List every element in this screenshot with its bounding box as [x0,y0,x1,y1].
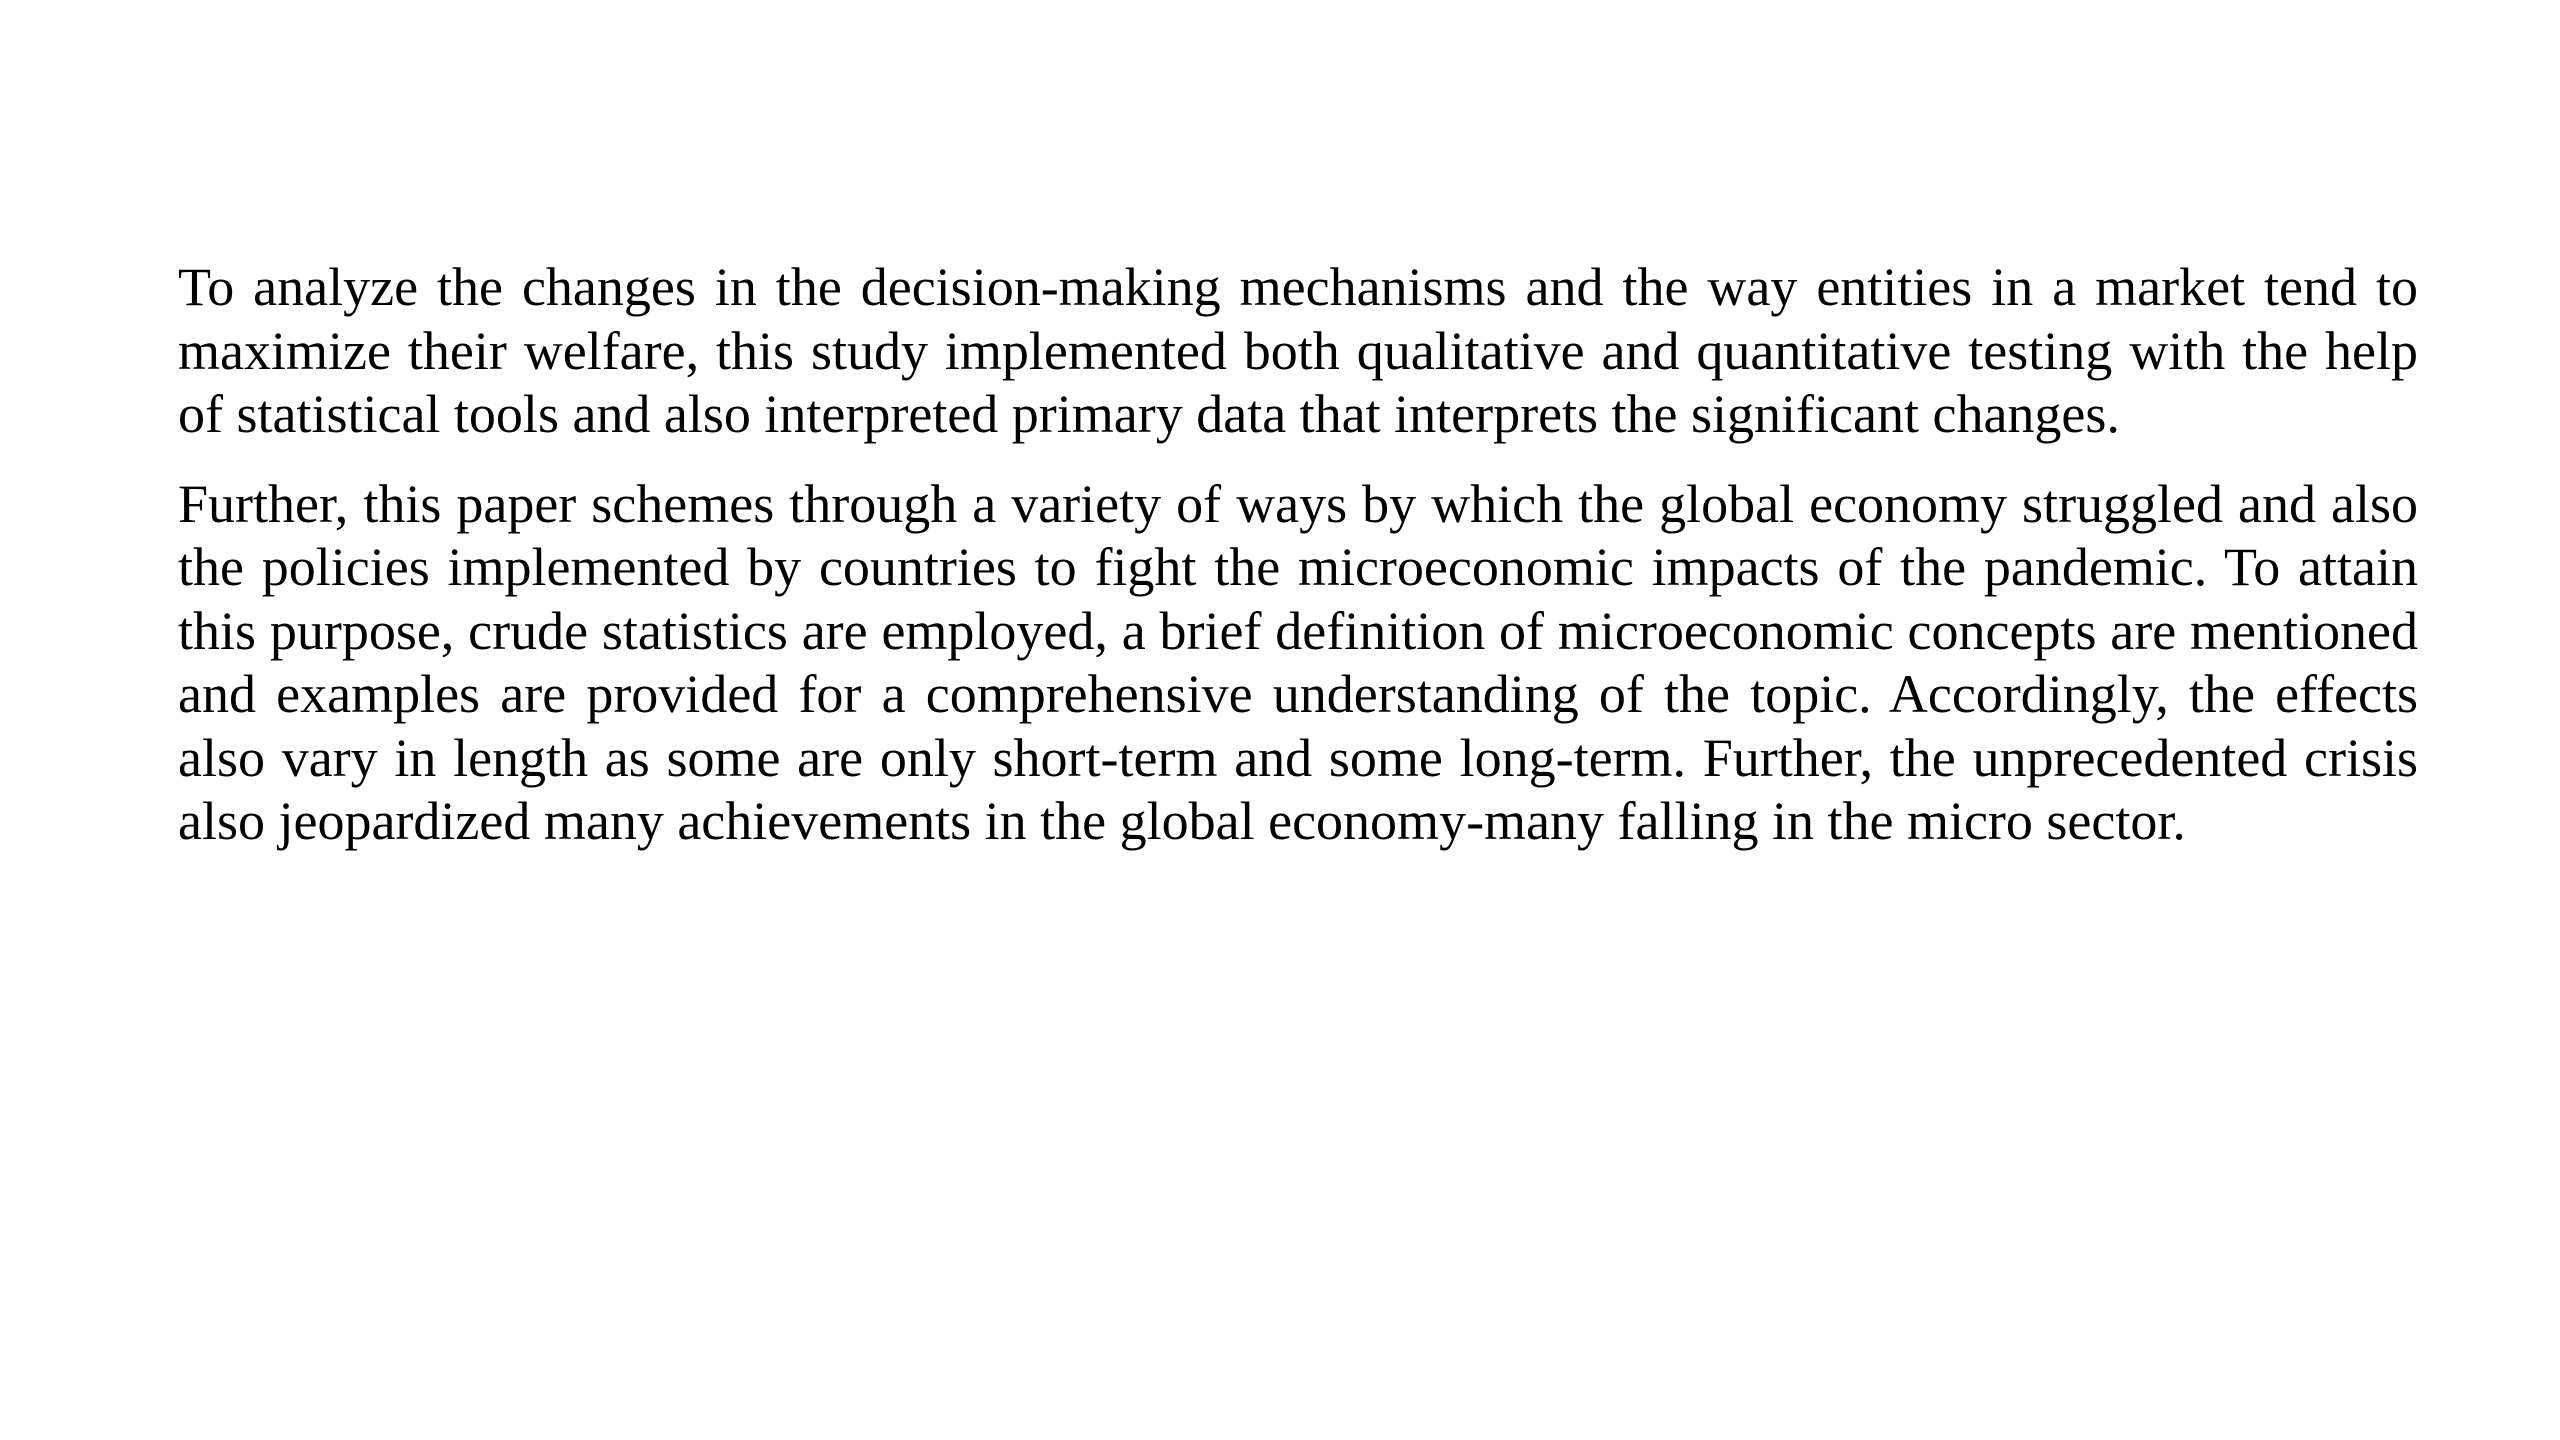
paragraph-2: Further, this paper schemes through a variety of ways by which the global economy struggled and also the policies implemented by countries to fight the microeconomic impacts of the pandemic. To attain this purpose, crude statistics are employed, a brief definition of microeconomic concepts are mentioned and examples are provided for a comprehensive understanding of the topic. Accordingly, the effects also vary in length as some are only short-term and some long-term. Further, the unprecedented crisis also jeopardized many achievements in the global economy-many falling in the micro sector. [178,473,2418,851]
document-body [178,256,2418,854]
paragraph-1: To analyze the changes in the decision-making mechanisms and the way entities in a market tend to maximize their welfare, this study implemented both qualitative and quantitative testing with the help of statistical tools and also interpreted primary data that interprets the significant changes. [178,257,2418,444]
